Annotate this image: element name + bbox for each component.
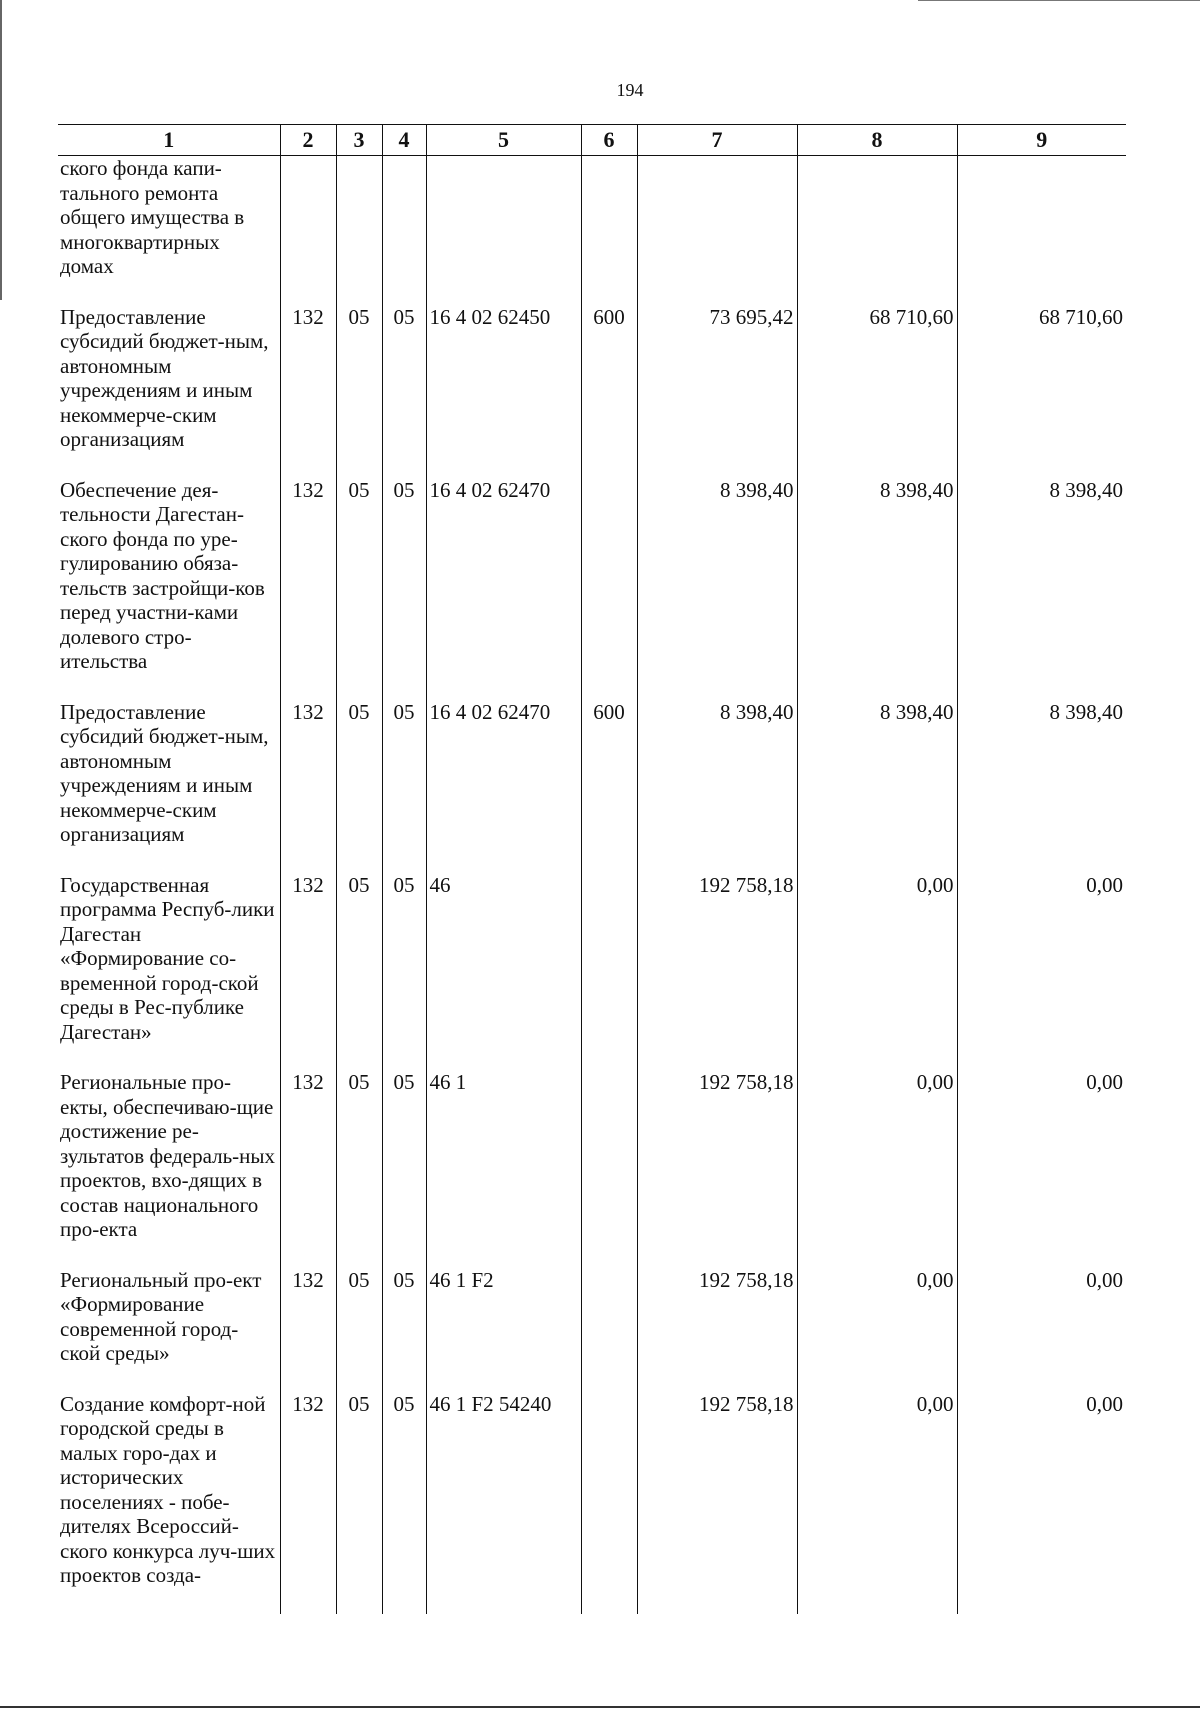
cell-col-6 xyxy=(581,1070,637,1268)
cell-col-9: 0,00 xyxy=(957,1070,1126,1268)
cell-col-8: 0,00 xyxy=(797,1268,957,1392)
table-row xyxy=(58,305,1126,478)
cell-col-2: 132 xyxy=(280,1268,336,1392)
cell-col-9: 0,00 xyxy=(957,873,1126,1071)
cell-col-7: 73 695,42 xyxy=(637,305,797,478)
cell-col-9: 0,00 xyxy=(957,1392,1126,1614)
table-row xyxy=(58,873,1126,1071)
table-row xyxy=(58,478,1126,700)
cell-col-9 xyxy=(957,156,1126,305)
cell-col-4: 05 xyxy=(382,873,426,1071)
row-name: Государственная программа Респуб-лики Дагестан «Формирование со-временной город-ской среды в Рес-публике Дагестан» xyxy=(60,872,275,1044)
cell-col-3: 05 xyxy=(336,478,382,700)
page-number: 194 xyxy=(616,80,644,100)
cell-col-2 xyxy=(280,156,336,305)
cell-col-2: 132 xyxy=(280,873,336,1071)
cell-col-2: 132 xyxy=(280,1392,336,1614)
cell-col-9: 68 710,60 xyxy=(957,305,1126,478)
row-name: Обеспечение дея-тельности Дагестан-ского фонда по уре-гулированию обяза-тельств застройщи-ков перед участни-ками долевого стро-ительства xyxy=(60,477,265,673)
cell-col-3: 05 xyxy=(336,1268,382,1392)
cell-col-8: 0,00 xyxy=(797,1070,957,1268)
header-col-2: 2 xyxy=(280,125,336,156)
cell-col-4 xyxy=(382,156,426,305)
row-name: Региональный про-ект «Формирование современной город-ской среды» xyxy=(60,1267,262,1365)
cell-col-8: 0,00 xyxy=(797,873,957,1071)
row-name: ского фонда капи-тального ремонта общего имущества в многоквартирных домах xyxy=(60,156,245,278)
table-row xyxy=(58,1392,1126,1614)
cell-col-3: 05 xyxy=(336,1070,382,1268)
cell-col-4: 05 xyxy=(382,1268,426,1392)
cell-col-6 xyxy=(581,1268,637,1392)
header-col-3: 3 xyxy=(336,125,382,156)
header-col-4: 4 xyxy=(382,125,426,156)
table-row xyxy=(58,700,1126,873)
cell-col-6 xyxy=(581,478,637,700)
cell-col-5: 46 xyxy=(426,873,581,1071)
cell-col-6: 600 xyxy=(581,305,637,478)
cell-col-4: 05 xyxy=(382,1070,426,1268)
cell-col-9: 8 398,40 xyxy=(957,700,1126,873)
cell-col-5: 16 4 02 62470 xyxy=(426,700,581,873)
cell-col-4: 05 xyxy=(382,478,426,700)
cell-col-2: 132 xyxy=(280,1070,336,1268)
cell-col-8 xyxy=(797,156,957,305)
cell-col-5: 46 1 xyxy=(426,1070,581,1268)
cell-col-7: 192 758,18 xyxy=(637,1070,797,1268)
cell-col-3: 05 xyxy=(336,1392,382,1614)
cell-col-3 xyxy=(336,156,382,305)
header-col-6: 6 xyxy=(581,125,637,156)
cell-col-5: 16 4 02 62450 xyxy=(426,305,581,478)
left-edge-rule xyxy=(0,0,2,300)
cell-col-6 xyxy=(581,156,637,305)
cell-col-9: 0,00 xyxy=(957,1268,1126,1392)
cell-col-6 xyxy=(581,1392,637,1614)
row-name: Создание комфорт-ной городской среды в малых горо-дах и исторических поселениях - побе-дителях Всероссий-ского конкурса луч-ших проектов созда- xyxy=(60,1391,276,1587)
table-row xyxy=(58,156,1126,305)
cell-col-4: 05 xyxy=(382,700,426,873)
cell-col-8: 8 398,40 xyxy=(797,700,957,873)
cell-col-6: 600 xyxy=(581,700,637,873)
cell-col-4: 05 xyxy=(382,305,426,478)
cell-col-2: 132 xyxy=(280,305,336,478)
header-col-7: 7 xyxy=(637,125,797,156)
table-row xyxy=(58,1070,1126,1268)
header-col-9: 9 xyxy=(957,125,1126,156)
cell-col-8: 0,00 xyxy=(797,1392,957,1614)
cell-col-3: 05 xyxy=(336,700,382,873)
cell-col-5 xyxy=(426,156,581,305)
cell-col-8: 8 398,40 xyxy=(797,478,957,700)
header-col-5: 5 xyxy=(426,125,581,156)
cell-col-7: 8 398,40 xyxy=(637,700,797,873)
budget-table xyxy=(58,124,1126,1614)
header-col-1: 1 xyxy=(58,125,280,156)
row-name: Предоставление субсидий бюджет-ным, автономным учреждениям и иным некоммерче-ским организациям xyxy=(60,304,269,451)
cell-col-3: 05 xyxy=(336,873,382,1071)
cell-col-7 xyxy=(637,156,797,305)
row-name: Региональные про-екты, обеспечиваю-щие достижение ре-зультатов федераль-ных проектов, вхо-дящих в состав национального про-екта xyxy=(60,1070,276,1241)
cell-col-6 xyxy=(581,873,637,1071)
cell-col-9: 8 398,40 xyxy=(957,478,1126,700)
header-row xyxy=(58,125,1126,156)
cell-col-2: 132 xyxy=(280,478,336,700)
cell-col-5: 46 1 F2 xyxy=(426,1268,581,1392)
cell-col-7: 192 758,18 xyxy=(637,1268,797,1392)
top-edge-rule xyxy=(918,0,1200,1)
cell-col-3: 05 xyxy=(336,305,382,478)
cell-col-5: 46 1 F2 54240 xyxy=(426,1392,581,1614)
row-name: Предоставление субсидий бюджет-ным, автономным учреждениям и иным некоммерче-ским организациям xyxy=(60,699,269,846)
cell-col-7: 192 758,18 xyxy=(637,873,797,1071)
cell-col-7: 8 398,40 xyxy=(637,478,797,700)
cell-col-7: 192 758,18 xyxy=(637,1392,797,1614)
bottom-edge-rule xyxy=(0,1706,1200,1708)
cell-col-4: 05 xyxy=(382,1392,426,1614)
table-row xyxy=(58,1268,1126,1392)
cell-col-2: 132 xyxy=(280,700,336,873)
header-col-8: 8 xyxy=(797,125,957,156)
cell-col-5: 16 4 02 62470 xyxy=(426,478,581,700)
cell-col-8: 68 710,60 xyxy=(797,305,957,478)
